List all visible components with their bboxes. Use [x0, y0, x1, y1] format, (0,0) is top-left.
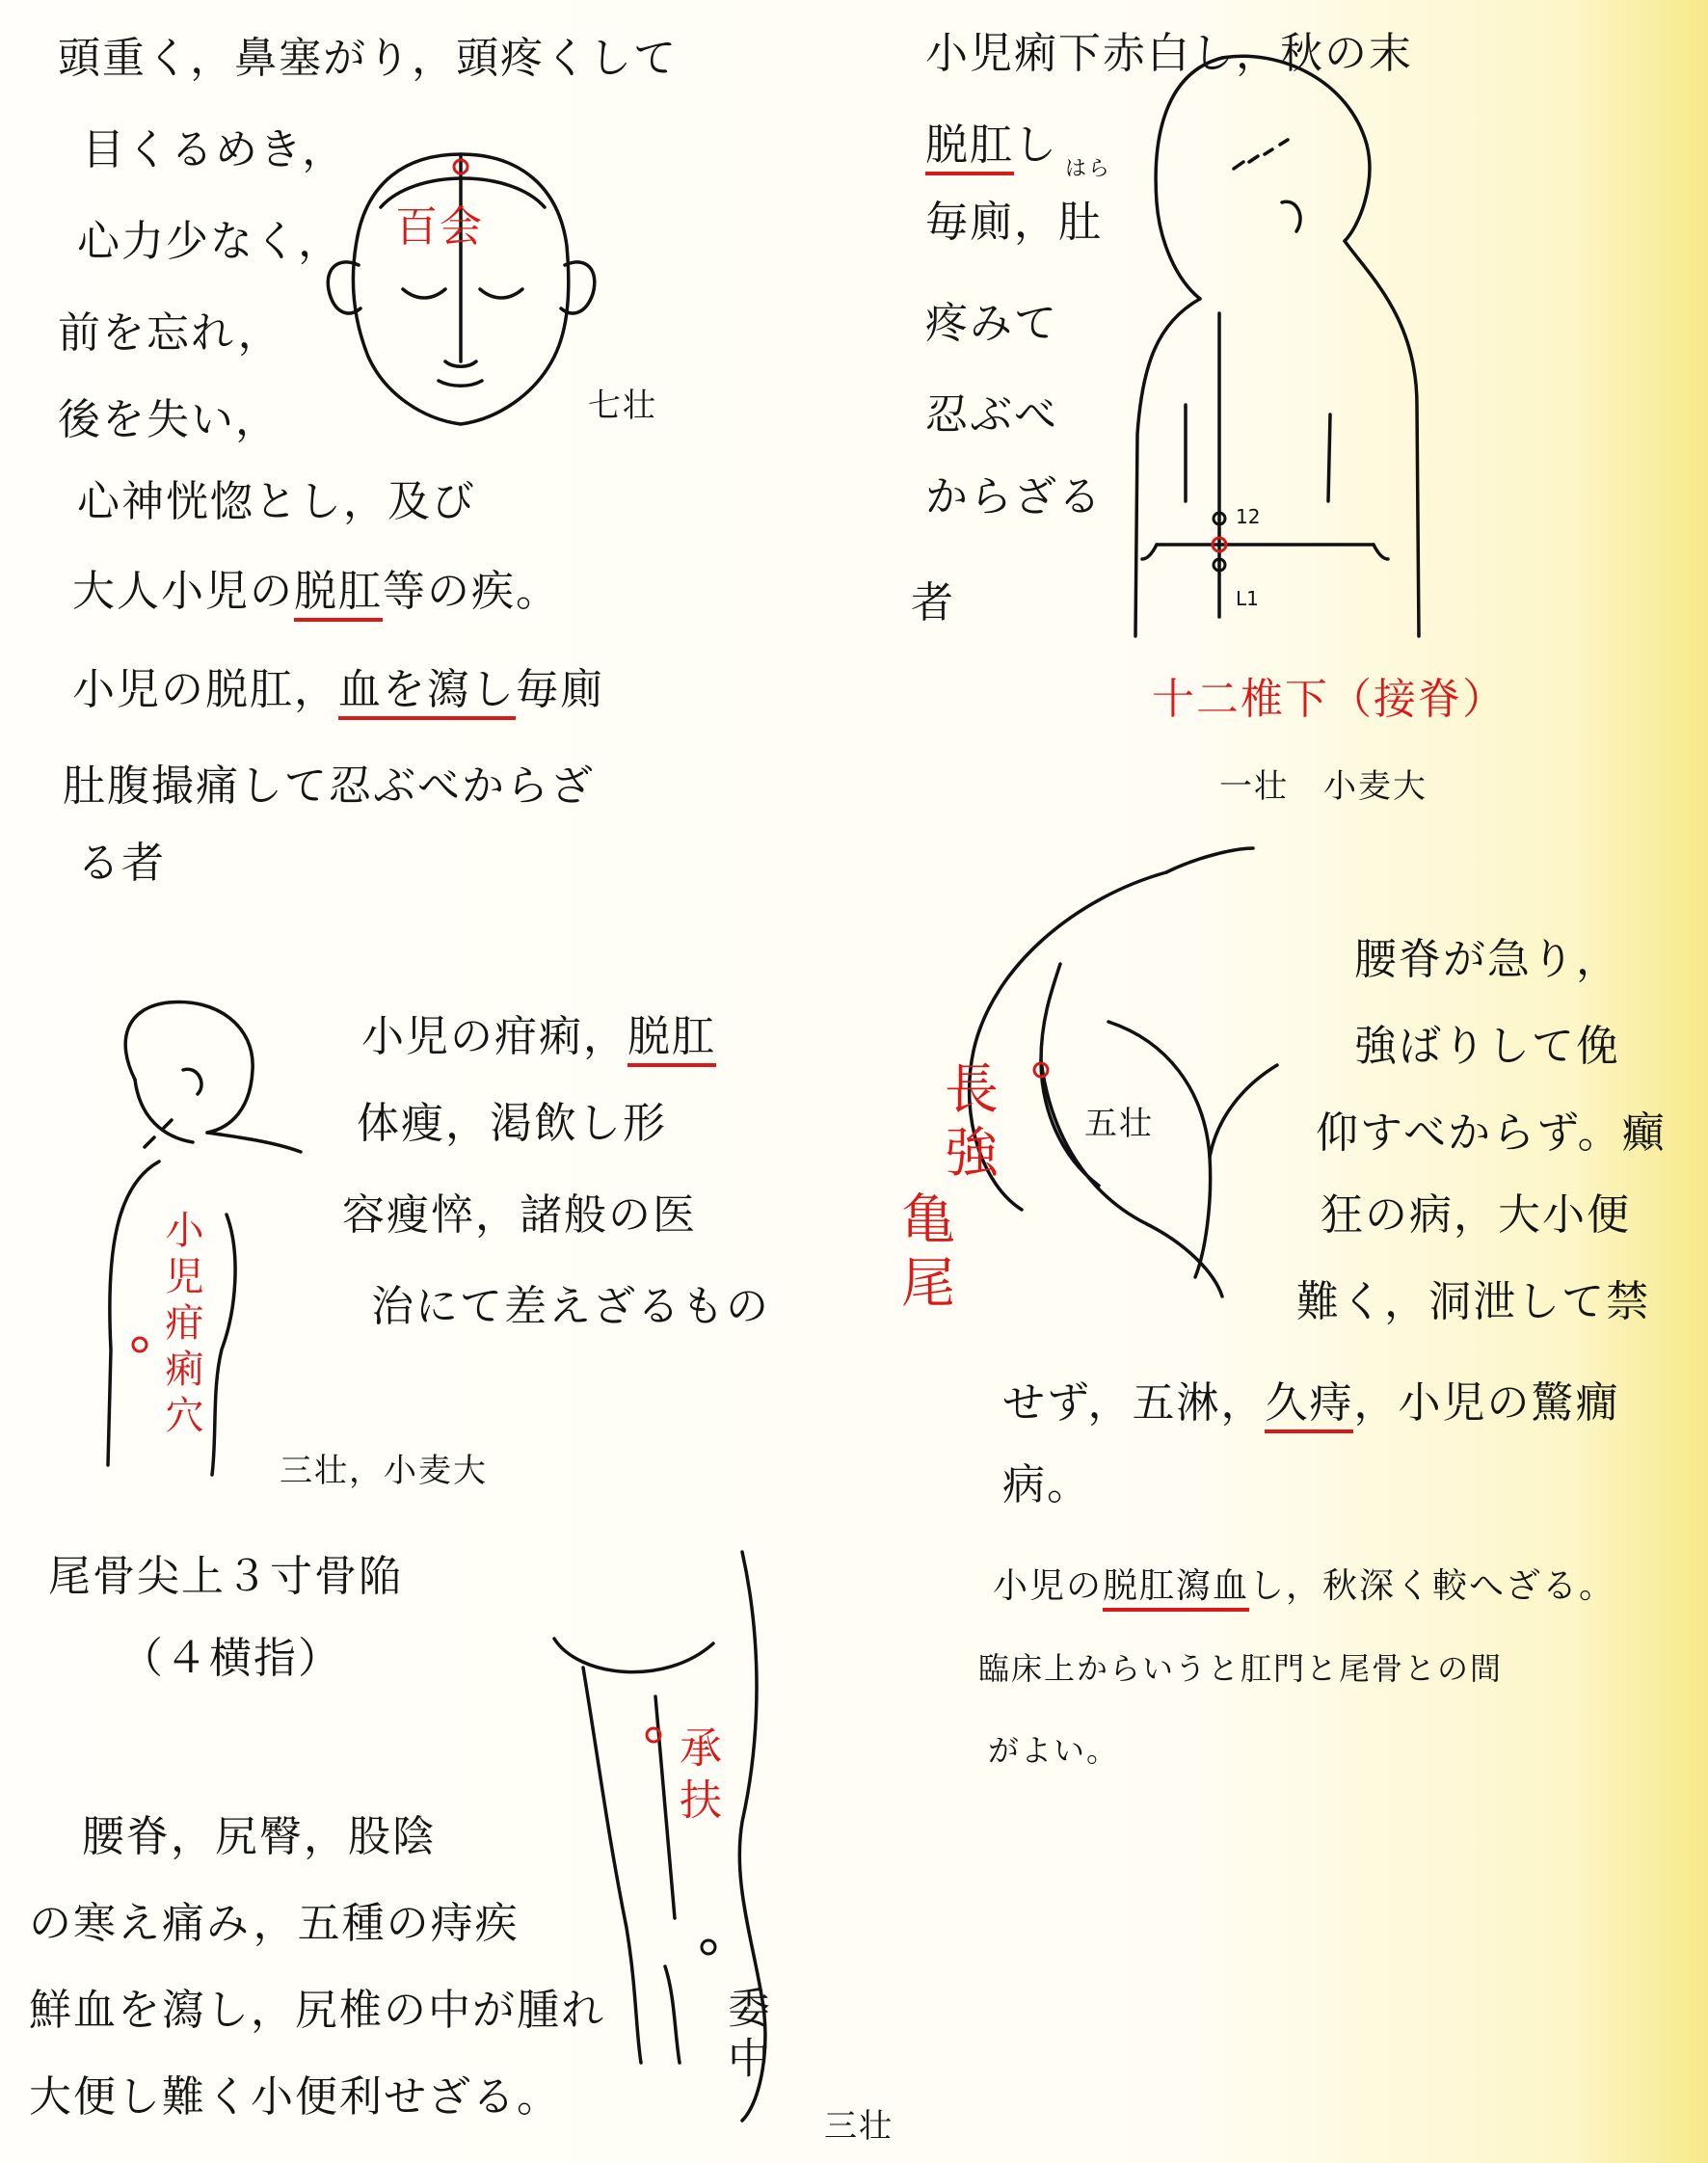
b5-line-1: 尾骨尖上３寸骨陥 — [48, 1552, 403, 1601]
b1-line-8 — [72, 665, 604, 715]
b5-line-6: 大便し難く小便利せざる。 — [29, 2072, 561, 2122]
b2-moxa: 一壮 小麦大 — [1219, 767, 1428, 806]
b3-line-1-underlined: 脱肛 — [627, 1012, 716, 1067]
b1-line-6: 心神恍惚とし，及び — [77, 477, 476, 526]
b1-line-4: 前を忘れ， — [58, 308, 282, 358]
b1-line-2: 目くるめき， — [82, 125, 347, 174]
guiwei-label: 亀尾 — [893, 1190, 955, 1318]
b4-line-8b: し，秋深く較へざる。 — [1249, 1566, 1616, 1606]
b2-line-3: 毎廁，肚 — [925, 198, 1103, 247]
b3-line-2: 体瘦，渇飲し形 — [357, 1099, 667, 1148]
b4-line-7: 病。 — [1002, 1460, 1091, 1509]
b1-moxa: 七壮 — [588, 387, 657, 425]
changqiang-label: 長強 — [936, 1060, 999, 1188]
b4-moxa: 五壮 — [1084, 1105, 1154, 1143]
b3-line-3: 容瘦悴，諸般の医 — [342, 1190, 697, 1240]
b2-line-6: からざる — [925, 472, 1103, 521]
b2-line-1: 小児痢下赤白し，秋の末 — [925, 29, 1413, 78]
b5-line-5: 鮮血を瀉し，尻椎の中が腫れ — [29, 1986, 605, 2035]
b5-moxa: 三壮 — [824, 2107, 894, 2146]
weizhong-label: 委中 — [720, 1986, 769, 2086]
buttocks-illustration — [970, 848, 1277, 1296]
b2-ruby: はら — [1065, 157, 1112, 181]
weizhong-point-marker — [702, 1940, 715, 1954]
b1-line-5: 後を失い， — [58, 395, 280, 444]
b5-line-3: 腰脊，尻臀，股陰 — [82, 1812, 437, 1861]
b1-line-8-underlined: 血を瀉し — [338, 665, 516, 720]
b4-line-4: 狂の病，大小便 — [1321, 1190, 1631, 1240]
b3-line-4: 治にて差えざるもの — [371, 1282, 770, 1331]
baihui-label: 百会 — [395, 202, 484, 252]
b4-line-8a: 小児の — [993, 1566, 1104, 1606]
b1-line-10: る者 — [77, 839, 166, 888]
b2-line-2-underlined: 脱肛 — [925, 120, 1014, 175]
tick-l1: L1 — [1236, 587, 1259, 610]
b3-line-1 — [361, 1012, 716, 1062]
b3-moxa: 三壮，小麦大 — [280, 1452, 488, 1490]
b4-line-6 — [1002, 1378, 1619, 1429]
b4-line-8 — [993, 1562, 1615, 1612]
b1-line-1: 頭重く，鼻塞がり，頭疼くして — [58, 34, 679, 83]
back-point-label: 十二椎下（接脊） — [1152, 675, 1507, 724]
b4-line-5: 難く，洞泄して禁 — [1296, 1277, 1651, 1326]
chengfu-label: 承扶 — [672, 1725, 721, 1829]
child-point-marker — [133, 1338, 147, 1351]
b1-line-7-underlined: 脱肛 — [294, 567, 383, 622]
child-point-label: 小児疳痢穴 — [159, 1210, 203, 1441]
child-illustration — [108, 1001, 301, 1475]
b2-line-5: 忍ぶべ — [925, 390, 1058, 440]
b4-line-6-underlined: 久痔 — [1265, 1378, 1353, 1433]
b1-line-8b: 毎廁 — [516, 665, 604, 714]
b4-line-6a: せず，五淋， — [1002, 1378, 1266, 1428]
b5-line-4: の寒え痛み，五種の痔疾 — [29, 1899, 520, 1948]
b4-line-3: 仰すべからず。癲 — [1316, 1108, 1667, 1158]
b1-line-9: 肚腹撮痛して忍ぶべからざ — [63, 761, 595, 811]
b1-line-8a: 小児の脱肛， — [72, 665, 338, 714]
b3-line-1a: 小児の疳痢， — [361, 1012, 627, 1061]
b2-line-4: 疼みて — [925, 299, 1058, 348]
b2-line-2 — [925, 120, 1058, 171]
face-illustration — [328, 154, 595, 424]
back-illustration — [1135, 56, 1419, 636]
b4-line-10: がよい。 — [988, 1732, 1120, 1769]
b4-line-8-underlined: 脱肛瀉血 — [1103, 1566, 1249, 1612]
b1-line-7a: 大人小児の — [72, 567, 294, 616]
b4-line-6b: ，小児の驚癇 — [1353, 1378, 1620, 1428]
b4-line-2: 強ばりして俛 — [1354, 1022, 1620, 1071]
b4-line-1: 腰脊が急り， — [1354, 935, 1620, 984]
b2-line-2b: し — [1014, 120, 1058, 170]
tick-12: 12 — [1236, 505, 1261, 528]
b2-line-7: 者 — [911, 578, 955, 628]
b5-line-2: （４横指） — [120, 1634, 342, 1683]
b1-line-7 — [72, 567, 560, 617]
b1-line-3: 心力少なく， — [77, 217, 343, 266]
b1-line-7b: 等の疾。 — [383, 567, 560, 616]
b4-line-9: 臨床上からいうと肛門と尾骨との間 — [978, 1650, 1504, 1687]
